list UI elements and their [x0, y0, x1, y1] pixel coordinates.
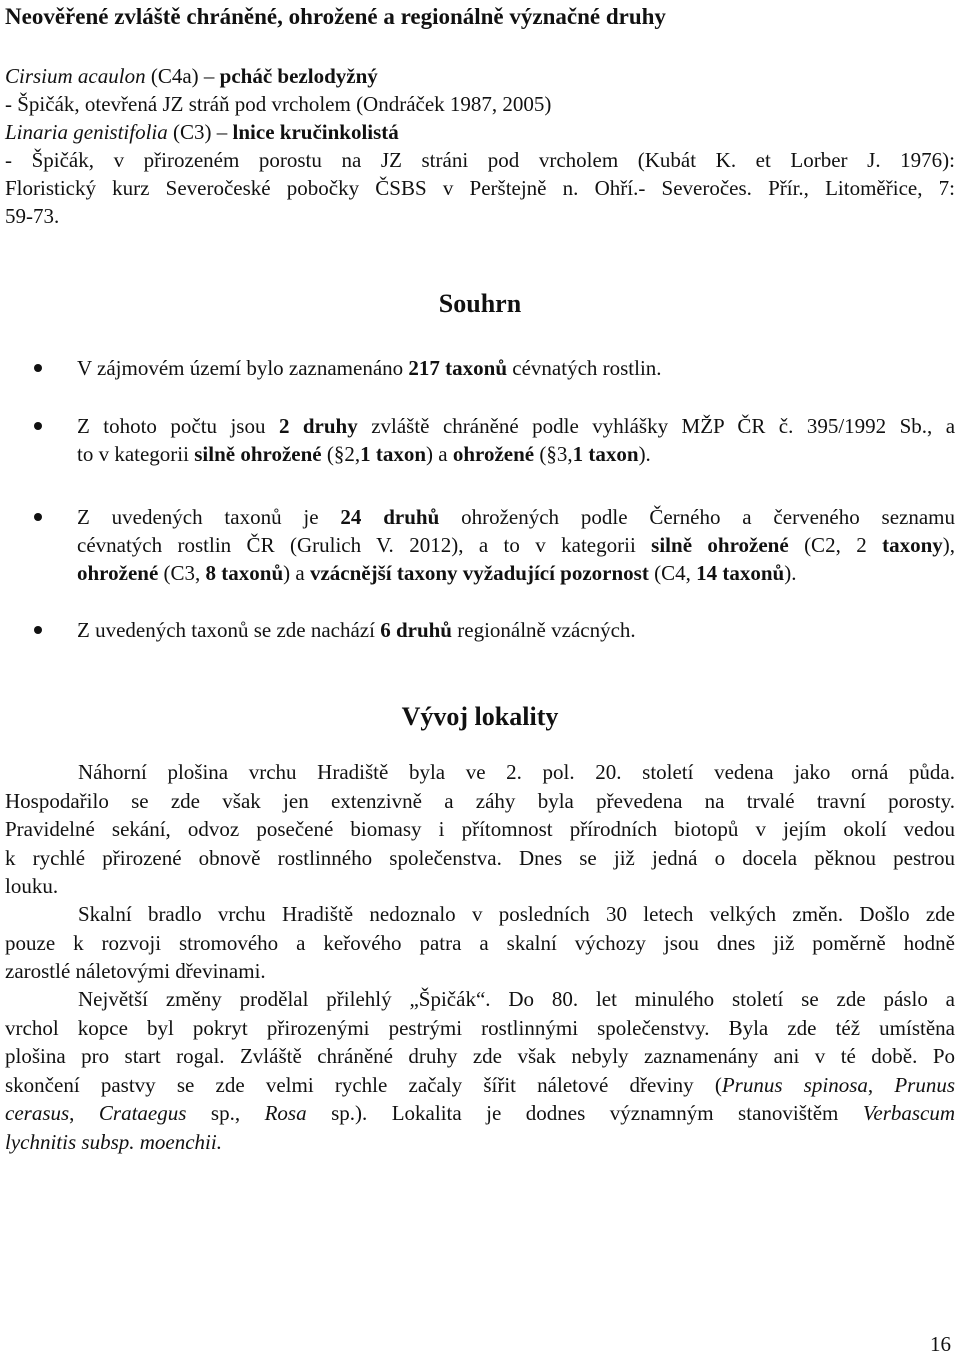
summary-text: Z tohoto počtu jsou [77, 414, 266, 438]
summary-bullet [77, 412, 955, 440]
paragraph-text: sp., [210, 1101, 241, 1125]
species-latin-name: Prunus spinosa [721, 1072, 868, 1097]
summary-text: (§3, [539, 442, 573, 466]
paragraph-line [5, 1099, 955, 1128]
paragraph-line: louku. [5, 874, 59, 898]
paragraph-line: vrchol kopce byl pokryt přirozenými pestrými rostlinnými společenstvy. Byla zde též umístěna [5, 1015, 955, 1040]
species-latin-name: Verbascum [862, 1101, 956, 1125]
summary-emphasis: 2 druhy [278, 414, 358, 438]
species-latin-name: Linaria genistifolia [5, 120, 168, 144]
species-czech-name: pcháč bezlodyžný [219, 64, 378, 88]
summary-text: V zájmovém území bylo zaznamenáno [77, 356, 404, 380]
species-heading [5, 118, 399, 146]
summary-text: (§2, [326, 442, 361, 466]
species-latin-name: Cirsium acaulon [5, 64, 146, 88]
summary-text: cévnatých rostlin ČR (Grulich V. 2012), a to v kategorii [77, 533, 636, 557]
paragraph-text: skončení pastvy se zde velmi rychle začaly šířit náletové dřeviny ( [5, 1072, 722, 1097]
species-locality: - Špičák, v přirozeném porostu na JZ stráni pod vrcholem (Kubát K. et Lorber J. 1976): [5, 148, 955, 172]
summary-text: (C2, 2 [804, 533, 867, 557]
summary-emphasis: 217 taxonů [408, 356, 508, 380]
bullet-icon [34, 364, 42, 372]
paragraph-line: plošina pro start rogal. Zvláště chráněné druhy zde však nebyly zaznamenány ani v té době. Po [5, 1044, 955, 1068]
paragraph-line: zarostlé náletovými dřevinami. [5, 959, 266, 983]
development-heading: Vývoj lokality [401, 702, 559, 731]
page-title: Neověřené zvláště chráněné, ohrožené a regionálně význačné druhy [5, 4, 666, 29]
species-category: (C4a) – [150, 64, 215, 88]
development-paragraph [5, 900, 955, 986]
species-category: (C3) – [173, 120, 228, 144]
species-latin-name: Rosa [264, 1101, 307, 1125]
summary-text: (C4, [654, 561, 691, 585]
species-latin-name: cerasus [5, 1101, 70, 1125]
summary-emphasis: 1 taxon [360, 442, 427, 466]
summary-heading: Souhrn [438, 289, 522, 318]
summary-text: ). [638, 442, 651, 466]
bullet-icon [34, 513, 42, 521]
summary-emphasis: ohrožené [452, 442, 535, 466]
species-latin-name: Crataegus [98, 1101, 187, 1125]
paragraph-line: Největší změny prodělal přilehlý „Špičák“. Do 80. let minulého století se zde páslo a [78, 987, 955, 1011]
summary-bullet [77, 503, 955, 531]
summary-emphasis: taxony [882, 533, 943, 557]
summary-bullet [77, 616, 955, 644]
paragraph-text: sp.). Lokalita je dodnes významným stanovištěm [331, 1101, 839, 1125]
paragraph-text: , [69, 1101, 75, 1125]
paragraph-line: k rychlé přirozené obnově rostlinného společenstva. Dnes se již jedná o docela pěknou pestrou [5, 845, 955, 870]
summary-text: zvláště chráněné podle vyhlášky MŽP ČR č. 395/1992 Sb., a [371, 414, 956, 438]
summary-bullet-continuation [77, 440, 955, 468]
summary-text: Z uvedených taxonů je [77, 505, 319, 529]
page-number: 16 [930, 1332, 951, 1356]
summary-emphasis: 8 taxonů [205, 561, 284, 585]
summary-text: ohrožených podle Černého a červeného seznamu [461, 505, 955, 529]
summary-emphasis: 1 taxon [572, 442, 639, 466]
paragraph-text: , [867, 1072, 874, 1097]
species-czech-name: lnice kručinkolistá [232, 120, 399, 144]
paragraph-line: Hospodařilo se zde však jen extenzivně a záhy byla převedena na trvalé travní porosty. [5, 788, 955, 813]
paragraph-line: pouze k rozvoji stromového a keřového patra a skalní výchozy jsou dnes již poměrně hodně [5, 930, 955, 955]
summary-bullet-continuation [77, 531, 955, 559]
summary-text: ), [942, 533, 956, 557]
summary-text: ) a [426, 442, 448, 466]
summary-text: ). [784, 561, 797, 585]
summary-emphasis: silně ohrožené [194, 442, 322, 466]
summary-bullet-continuation [77, 559, 955, 587]
development-paragraph [5, 985, 955, 1156]
paragraph-line [5, 1071, 955, 1100]
summary-emphasis: vzácnější taxony vyžadující pozornost [309, 561, 649, 585]
species-heading [5, 62, 378, 90]
summary-emphasis: silně ohrožené [651, 533, 789, 557]
summary-text: (C3, [163, 561, 201, 585]
development-paragraph [5, 758, 955, 901]
paragraph-line: Skalní bradlo vrchu Hradiště nedoznalo v posledních 30 letech velkých změn. Došlo zde [78, 902, 955, 926]
species-latin-name: lychnitis subsp. moenchii. [5, 1129, 222, 1154]
summary-emphasis: 14 taxonů [696, 561, 785, 585]
summary-text: Z uvedených taxonů se zde nachází [77, 618, 375, 642]
summary-emphasis: 6 druhů [380, 618, 452, 642]
bullet-icon [34, 422, 42, 430]
paragraph-line: Pravidelné sekání, odvoz posečené biomasy i přítomnost přírodních biotopů v jejím okolí vedou [5, 817, 955, 841]
species-locality: 59-73. [5, 204, 60, 228]
summary-emphasis: ohrožené [77, 561, 159, 585]
species-latin-name: Prunus [894, 1072, 955, 1097]
bullet-icon [34, 626, 42, 634]
summary-text: ) a [283, 561, 305, 585]
species-locality: - Špičák, otevřená JZ stráň pod vrcholem (Ondráček 1987, 2005) [5, 92, 552, 116]
paragraph-line: Náhorní plošina vrchu Hradiště byla ve 2. pol. 20. století vedena jako orná půda. [78, 760, 955, 784]
summary-emphasis: 24 druhů [340, 505, 440, 529]
species-locality: Floristický kurz Severočeské pobočky ČSBS v Perštejně n. Ohří.- Severočes. Přír., Litoměřice, 7: [5, 176, 955, 200]
summary-text: regionálně vzácných. [457, 618, 636, 642]
summary-bullet [77, 354, 955, 382]
summary-text: to v kategorii [77, 442, 189, 466]
summary-text: cévnatých rostlin. [512, 356, 662, 380]
